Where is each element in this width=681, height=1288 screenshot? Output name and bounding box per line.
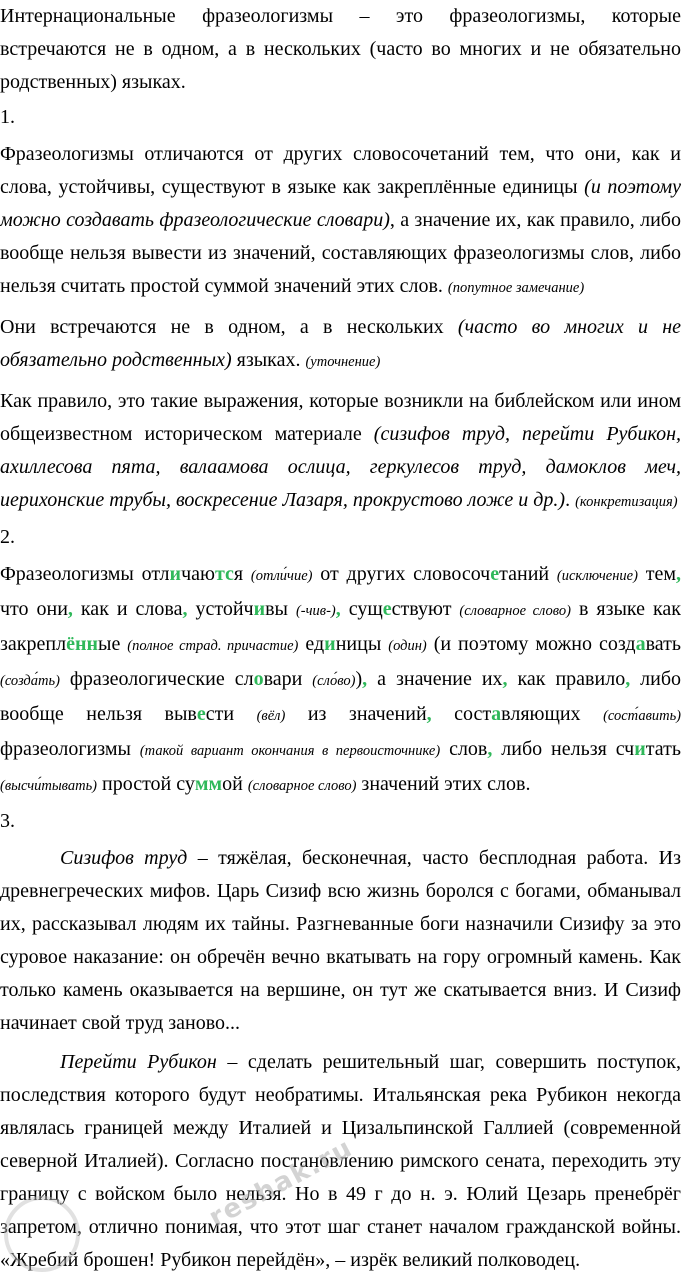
text-segment: чаю	[181, 563, 215, 585]
section-1-paragraph-1: Фразеологизмы отличаются от других словосочетаний тем, что они, как и слова, устойчивы, существуют в языке как закреплённые единицы (и поэтому можно создавать фразеологические словари), а значение их, как правило, либо вообще нельзя вывести из значений, составляющих фразеологизмы слов, либо нельзя считать простой суммой значений этих слов. (попутное замечание)	[0, 143, 681, 297]
annotation-note: (вёл)	[256, 708, 286, 724]
section-3-number: 3.	[0, 810, 15, 832]
text-segment: в языке как закрепл	[0, 598, 681, 655]
text-segment: либо нельзя сч	[492, 738, 635, 760]
annotation-note: (словарное слово)	[247, 778, 357, 794]
annotation-note: (попутное замечание)	[447, 280, 585, 296]
highlighted-letter: а	[635, 633, 646, 655]
text-segment: ствуют	[391, 598, 460, 620]
highlighted-letter: ,	[335, 598, 341, 620]
text-segment: сти	[205, 703, 257, 725]
highlighted-letter: ,	[426, 703, 432, 725]
annotation-note: (созда́ть)	[0, 673, 60, 689]
highlighted-letter: и	[634, 738, 646, 760]
text-segment: вы	[265, 598, 296, 620]
section-2-number: 2.	[0, 526, 15, 548]
section-3-paragraph-rubicon: Перейти Рубикон – сделать решительный шаг, совершить поступок, последствия которого будут необратимы. Итальянская река Рубикон некогда являлась границей между Италией и Цизальпинской Галлией (современной северной Италией). Согласно постановлению римского сената, переходить эту границу с войском было нельзя. Но в 49 г до н. э. Юлий Цезарь пренебрёг запретом, отлично понимая, что этот шаг станет началом гражданской войны. «Жребий брошен! Рубикон перейдён», – изрёк великий полководец.	[0, 1051, 681, 1271]
text-segment: от других словосоч	[312, 563, 491, 585]
annotation-note: (один)	[388, 638, 427, 654]
text-segment: )	[355, 668, 363, 690]
text-segment: из значений	[285, 703, 427, 725]
annotation-note: (сло́во)	[312, 673, 356, 689]
highlighted-letter: е	[382, 598, 392, 620]
text-segment: значений этих слов.	[356, 773, 531, 795]
intro-paragraph: Интернациональные фразеологизмы – это фразеологизмы, которые встречаются не в одном, а в нескольких (часто во многих и не обязательно родственных) языках.	[0, 5, 681, 93]
annotation-note: (отли́чие)	[250, 568, 313, 584]
text-segment: тать	[645, 738, 681, 760]
annotation-note: (полное страд. причастие)	[127, 638, 299, 654]
annotation-note: (исключение)	[556, 568, 638, 584]
annotation-note: (конкретизация)	[575, 494, 678, 510]
highlighted-letter: ,	[502, 668, 508, 690]
watermark-seal-icon	[4, 1196, 80, 1272]
highlighted-letter: и	[169, 563, 182, 585]
annotation-note: (сост́авить)	[603, 708, 681, 724]
text-segment: ые	[98, 633, 128, 655]
section-1-paragraph-2: Они встречаются не в одном, а в нескольких (часто во многих и не обязательно родственных) языках. (уточнение)	[0, 316, 681, 371]
section-2-analysis-paragraph	[0, 558, 681, 803]
section-1-number: 1.	[0, 106, 15, 128]
text-segment: тем	[637, 563, 676, 585]
highlighted-letter: о	[253, 668, 264, 690]
highlighted-letter: ,	[676, 563, 681, 585]
text-segment: либо вообще нельзя выв	[0, 668, 681, 725]
text-segment: а значение их	[367, 668, 503, 690]
text-segment: (и поэтому можно созд	[426, 633, 636, 655]
text-segment: вари	[263, 668, 313, 690]
text-segment: как и слова	[72, 598, 183, 620]
highlighted-letter: мм	[194, 773, 223, 795]
text-segment: фразеологизмы	[0, 738, 140, 760]
highlighted-letter: ,	[625, 668, 631, 690]
text-segment: вляющих	[501, 703, 604, 725]
text-segment: я	[233, 563, 251, 585]
text-segment: Фразеологизмы отл	[0, 563, 170, 585]
highlighted-letter: е	[490, 563, 500, 585]
text-segment: ой	[222, 773, 248, 795]
text-segment: как правило	[507, 668, 626, 690]
watermark: reshak.ru	[204, 1132, 359, 1234]
highlighted-letter: и	[253, 598, 266, 620]
text-segment: что они	[0, 598, 68, 620]
text-segment: сост	[431, 703, 492, 725]
text-segment: таний	[499, 563, 557, 585]
highlighted-letter: нн	[74, 633, 98, 655]
highlighted-letter: ,	[362, 668, 368, 690]
highlighted-letter: и	[324, 633, 336, 655]
highlighted-letter: е	[196, 703, 206, 725]
section-3-paragraph-sisyphus: Сизифов труд – тяжёлая, бесконечная, часто бесплодная работа. Из древнегреческих мифов. Царь Сизиф всю жизнь боролся с богами, обманывал их, рассказывал людям их тайны. Разгневанные боги назначили Сизифу за это суровое наказание: он обречён вечно вкатывать на гору огромный камень. Как только камень оказывается на вершине, он тут же скатывается вниз. И Сизиф начинает свой труд заново...	[0, 847, 681, 1034]
text-segment: слов	[440, 738, 488, 760]
text-segment: фразеологические сл	[59, 668, 254, 690]
annotation-note: (такой вариант окончания в первоисточнике)	[139, 743, 441, 759]
annotation-note: (словарное слово)	[459, 603, 571, 619]
term-rubicon: Перейти Рубикон	[60, 1051, 217, 1073]
text-segment: вать	[645, 633, 681, 655]
text-segment: устойч	[187, 598, 254, 620]
text-segment: сущ	[340, 598, 383, 620]
term-sisyphus: Сизифов труд	[60, 847, 188, 869]
annotation-note: (-чив-)	[295, 603, 336, 619]
annotation-note: (уточнение)	[305, 354, 381, 370]
text-segment: ницы	[335, 633, 389, 655]
highlighted-letter: тс	[214, 563, 234, 585]
text-segment: простой су	[97, 773, 195, 795]
section-1-paragraph-3: Как правило, это такие выражения, которые возникли на библейском или ином общеизвестном историческом материале (сизифов труд, перейти Рубикон, ахиллесова пята, валаамова ослица, геркулесов труд, дамоклов меч, иерихонские трубы, воскресение Лазаря, прокрустово ложе и др.). (конкретизация)	[0, 390, 681, 511]
highlighted-letter: ,	[182, 598, 188, 620]
highlighted-letter: ,	[67, 598, 73, 620]
highlighted-letter: ё	[66, 633, 75, 655]
highlighted-letter: ,	[487, 738, 493, 760]
annotation-note: (высчи́тывать)	[0, 778, 97, 794]
highlighted-letter: а	[491, 703, 502, 725]
text-segment: ед	[298, 633, 325, 655]
